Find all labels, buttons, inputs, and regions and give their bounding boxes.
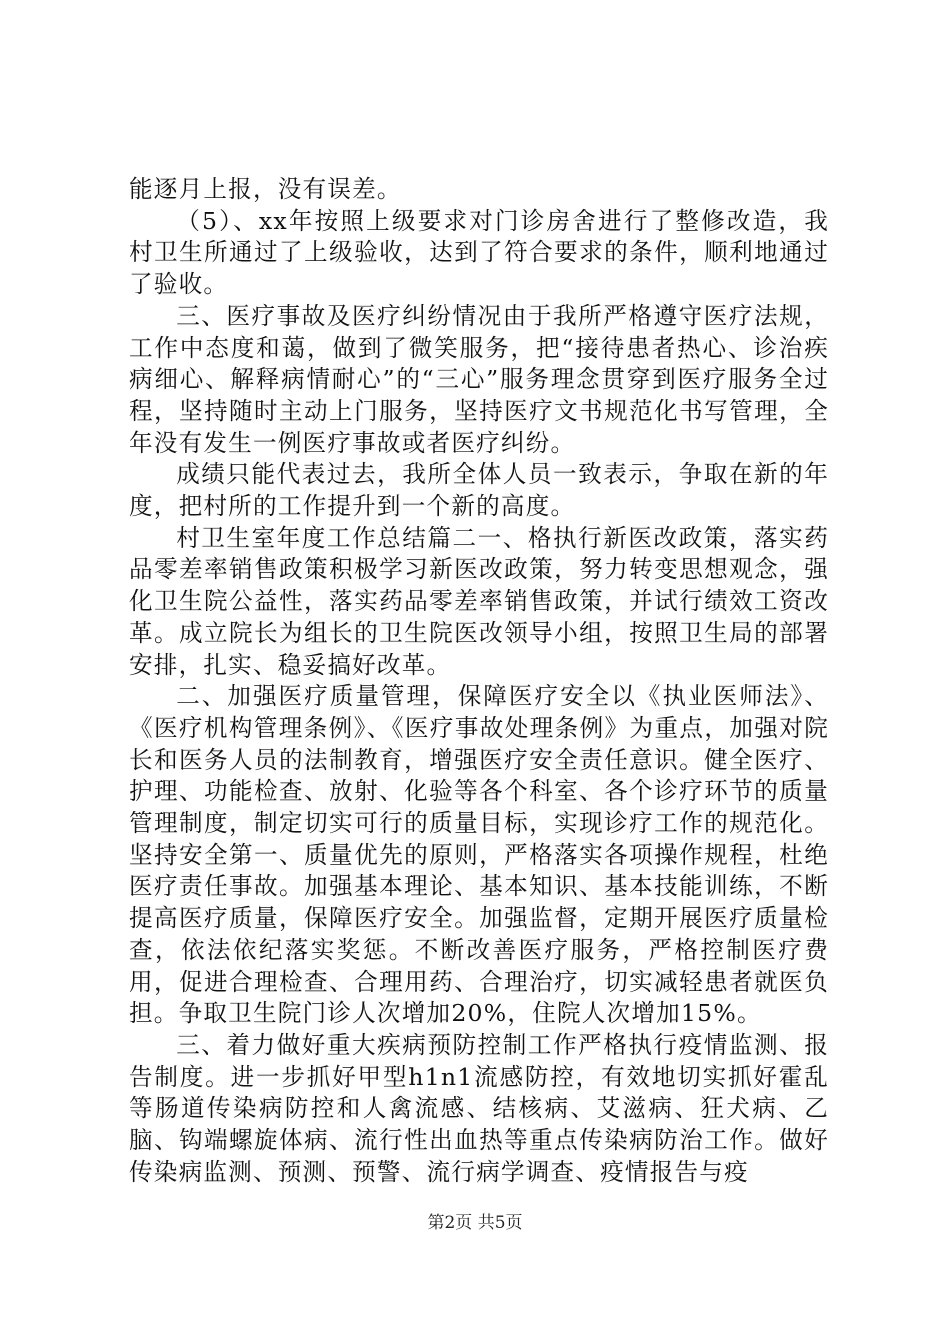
document-body [129, 174, 829, 1189]
paragraph-1: 能逐月上报，没有误差。 [129, 175, 402, 203]
paragraph-7: 三、着力做好重大疾病预防控制工作严格执行疫情监测、报告制度。进一步抓好甲型h1n1流感防控，有效地切实抓好霍乱等肠道传染病防控和人禽流感、结核病、艾滋病、狂犬病、乙脑、钩端螺旋体病、流行性出血热等重点传染病防治工作。做好传染病监测、预测、预警、流行病学调查、疫情报告与疫 [129, 1030, 829, 1186]
paragraph-2: （5）、xx年按照上级要求对门诊房舍进行了整修改造，我村卫生所通过了上级验收，达到了符合要求的条件，顺利地通过了验收。 [129, 206, 829, 299]
paragraph-4: 成绩只能代表过去，我所全体人员一致表示，争取在新的年度，把村所的工作提升到一个新的高度。 [129, 460, 829, 521]
paragraph-3: 三、医疗事故及医疗纠纷情况由于我所严格遵守医疗法规，工作中态度和蔼，做到了微笑服务，把“接待患者热心、诊治疾病细心、解释病情耐心”的“三心”服务理念贯穿到医疗服务全过程，坚持随时主动上门服务，坚持医疗文书规范化书写管理，全年没有发生一例医疗事故或者医疗纠纷。 [129, 301, 829, 457]
page-number-footer: 第2页 共5页 [427, 1213, 523, 1233]
paragraph-6: 二、加强医疗质量管理，保障医疗安全以《执业医师法》、《医疗机构管理条例》、《医疗事故处理条例》为重点，加强对院长和医务人员的法制教育，增强医疗安全责任意识。健全医疗、护理、功能检查、放射、化验等各个科室、各个诊疗环节的质量管理制度，制定切实可行的质量目标，实现诊疗工作的规范化。坚持安全第一、质量优先的原则，严格落实各项操作规程，杜绝医疗责任事故。加强基本理论、基本知识、基本技能训练，不断提高医疗质量，保障医疗安全。加强监督，定期开展医疗质量检查，依法依纪落实奖惩。不断改善医疗服务，严格控制医疗费用，促进合理检查、合理用药、合理治疗，切实减轻患者就医负担。争取卫生院门诊人次增加20%，住院人次增加15%。 [129, 682, 829, 1028]
paragraph-5: 村卫生室年度工作总结篇二一、格执行新医改政策，落实药品零差率销售政策积极学习新医改政策，努力转变思想观念，强化卫生院公益性，落实药品零差率销售政策，并试行绩效工资改革。成立院长为组长的卫生院医改领导小组，按照卫生局的部署安排，扎实、稳妥搞好改革。 [129, 523, 829, 679]
